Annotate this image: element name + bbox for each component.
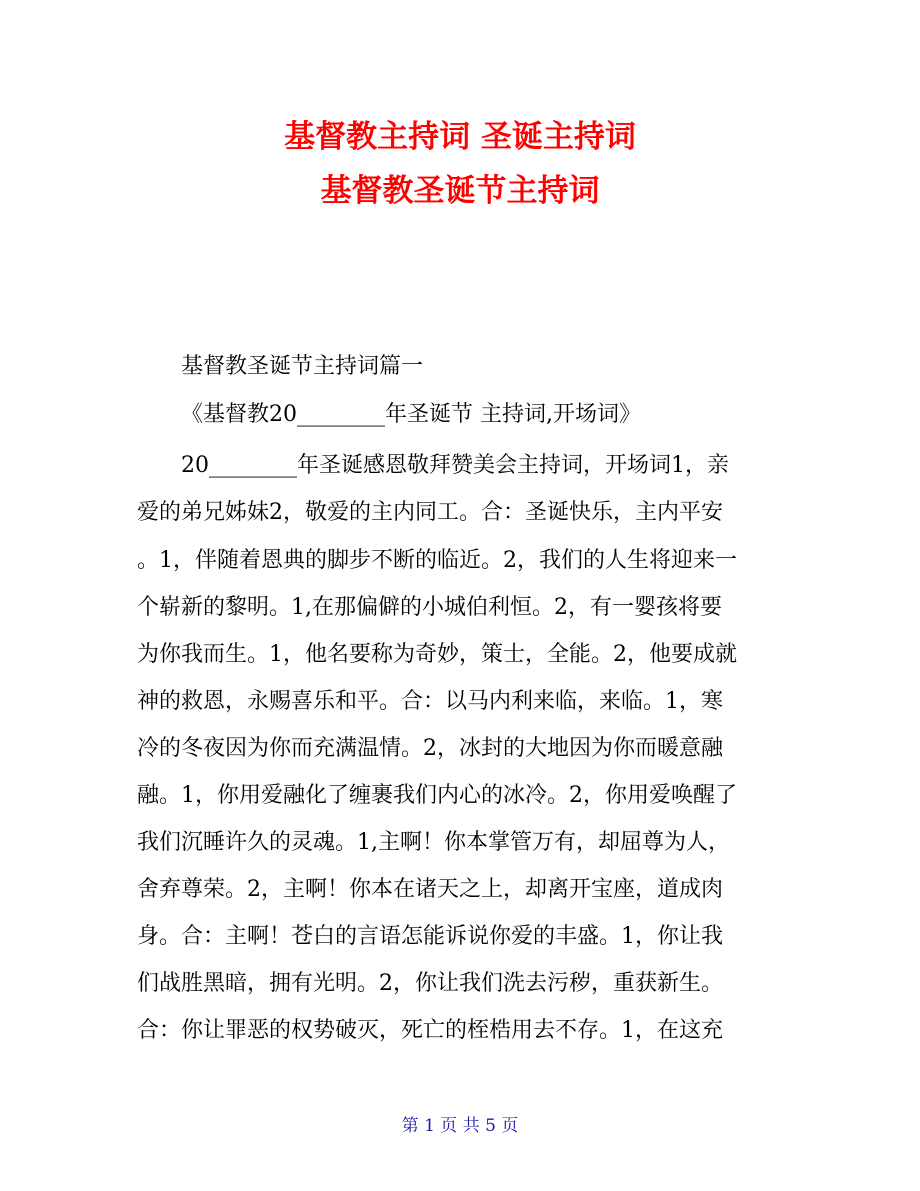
body-line: 身。合：主啊！苍白的言语怎能诉说你爱的丰盛。1，你让我 [137, 924, 723, 949]
document-title-line-2: 基督教圣诞节主持词 [320, 173, 600, 209]
section-subheading: 基督教圣诞节主持词篇一 [181, 354, 424, 379]
body-line: 我们沉睡许久的灵魂。1,主啊！你本掌管万有，却屈尊为人， [137, 830, 730, 855]
document-title-line-1: 基督教主持词 圣诞主持词 [284, 119, 636, 155]
body-line: 20________年圣诞感恩敬拜赞美会主持词，开场词1，亲 [181, 453, 729, 478]
body-line: 合：你让罪恶的权势破灭，死亡的桎梏用去不存。1，在这充 [137, 1018, 723, 1043]
body-line: 舍弃尊荣。2，主啊！你本在诸天之上，却离开宝座，道成肉 [137, 877, 723, 902]
body-line: 。1，伴随着恩典的脚步不断的临近。2，我们的人生将迎来一 [137, 548, 737, 573]
body-line: 融。1，你用爱融化了缠裹我们内心的冰冷。2，你用爱唤醒了 [137, 783, 737, 808]
body-line: 为你我而生。1，他名要称为奇妙，策士，全能。2，他要成就 [137, 642, 737, 667]
body-line: 神的救恩，永赐喜乐和平。合：以马内利来临，来临。1，寒 [137, 689, 723, 714]
body-line: 们战胜黑暗，拥有光明。2，你让我们洗去污秽，重获新生。 [137, 971, 723, 996]
body-line: 冷的冬夜因为你而充满温情。2，冰封的大地因为你而暖意融 [137, 736, 723, 761]
body-line: 爱的弟兄姊妹2，敬爱的主内同工。合：圣诞快乐，主内平安 [137, 500, 723, 525]
body-line: 个崭新的黎明。1,在那偏僻的小城伯利恒。2，有一婴孩将要 [137, 595, 722, 620]
page-indicator: 第 1 页 共 5 页 [401, 1116, 519, 1136]
book-title: 《基督教20________年圣诞节 主持词,开场词》 [181, 402, 641, 427]
